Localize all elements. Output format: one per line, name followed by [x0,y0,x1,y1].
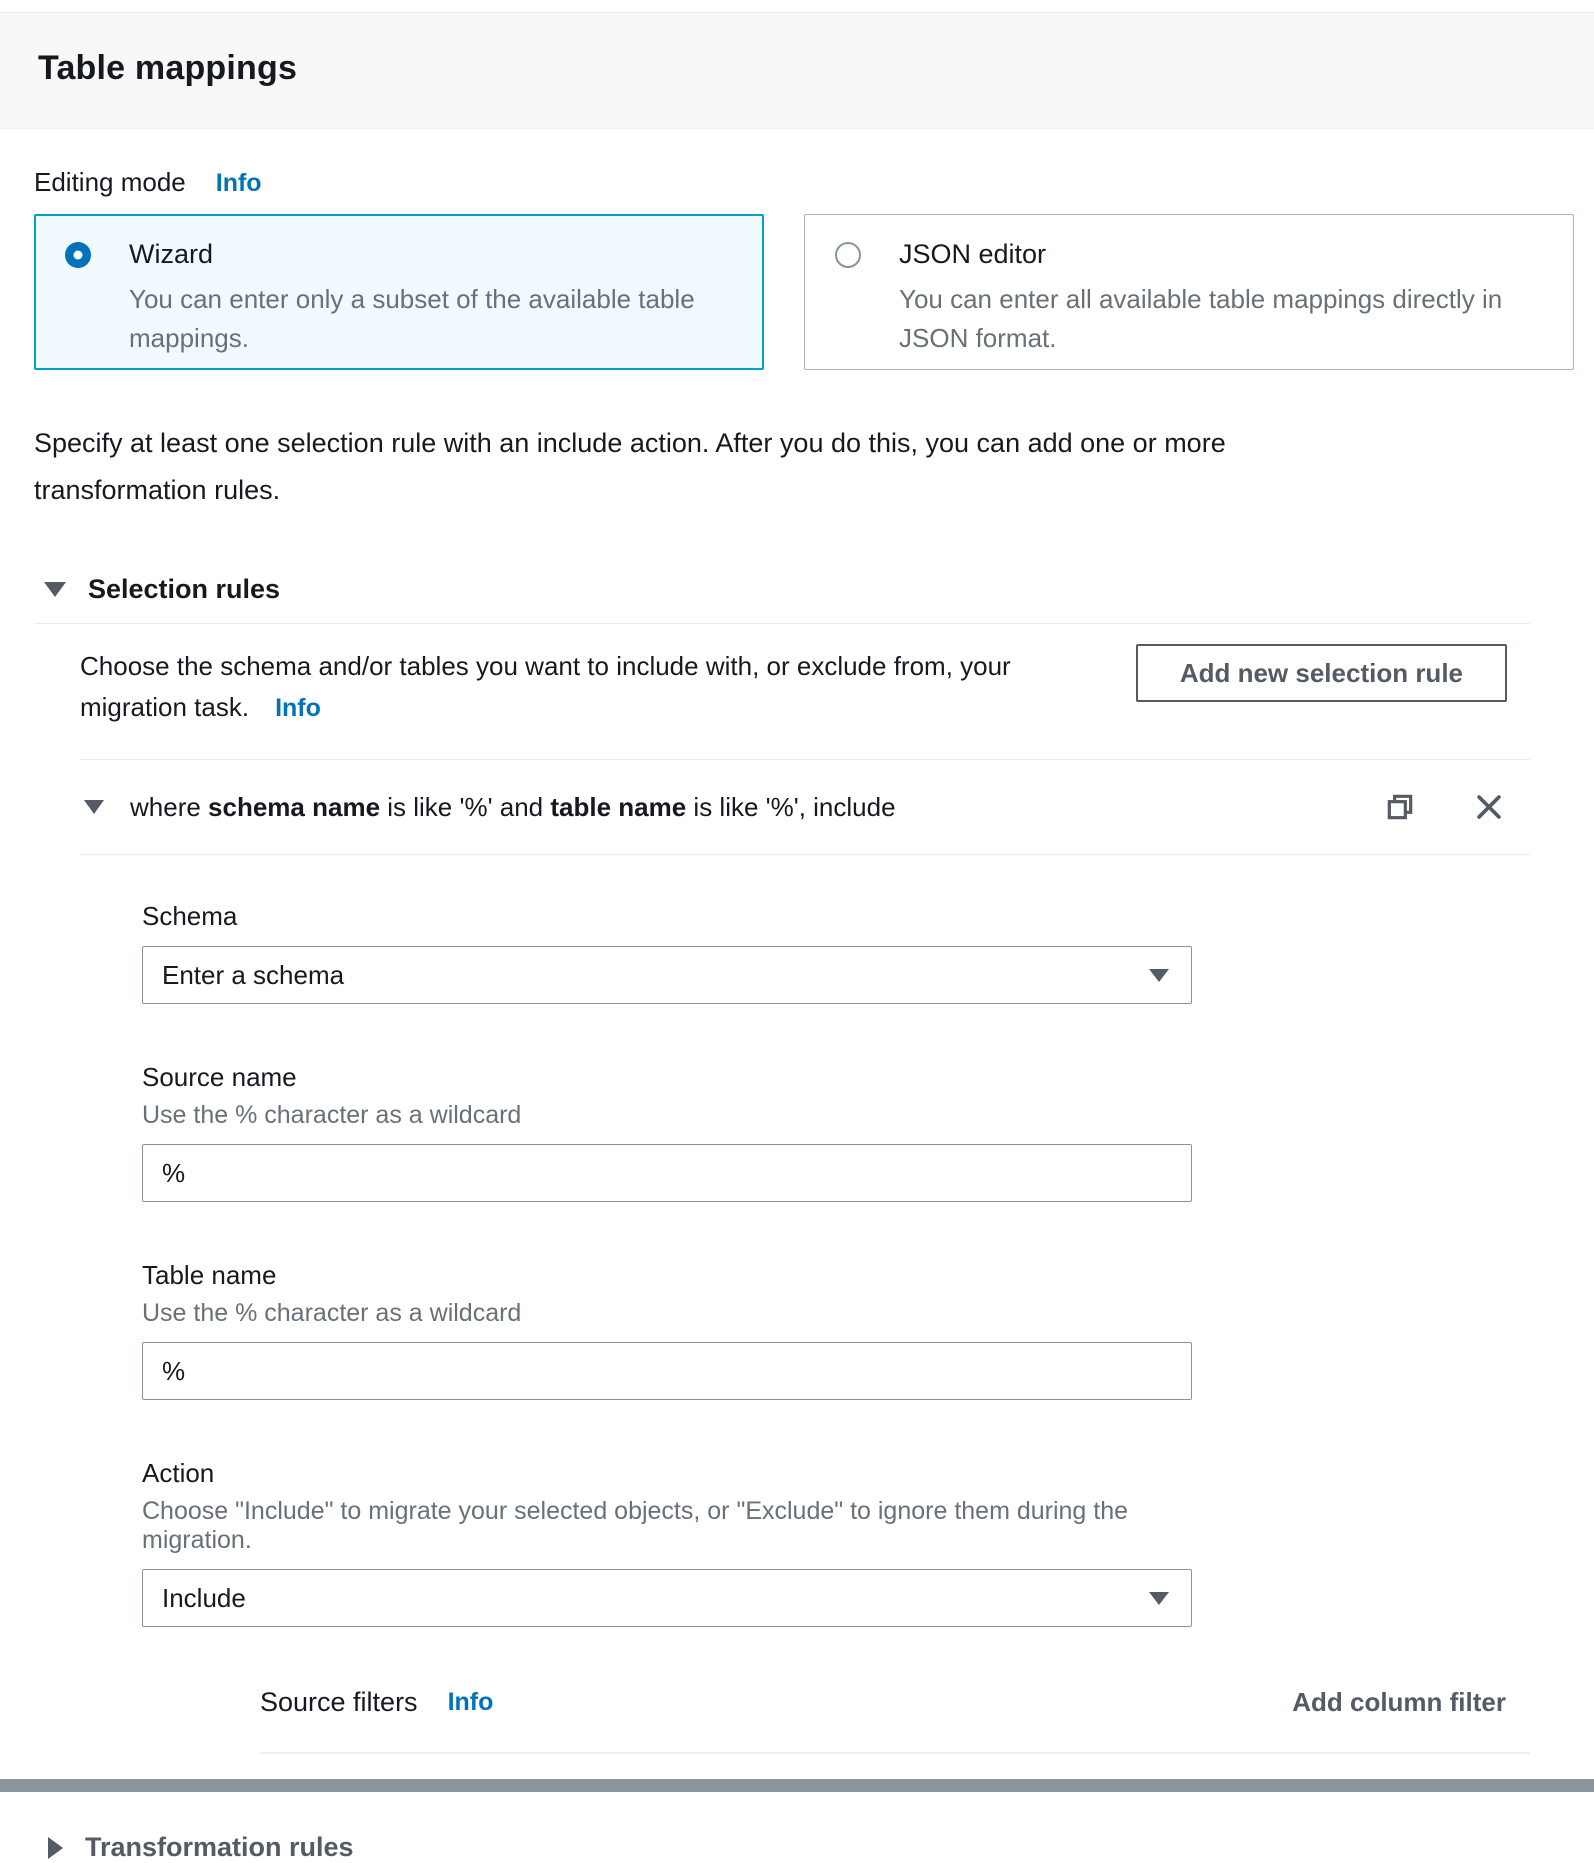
chevron-right-icon [48,1837,63,1859]
transformation-rules-title: Transformation rules [85,1832,354,1862]
close-icon [1472,790,1506,824]
source-filters-label: Source filters [260,1687,418,1717]
selection-rules-toolbar [34,624,1530,759]
table-name-label: Table name [142,1260,277,1290]
add-column-filter-button[interactable]: Add column filter [1292,1687,1530,1718]
intro-text: Specify at least one selection rule with an include action. After you do this, you can add one or more transformation rules. [34,428,1226,505]
action-constraint: Choose "Include" to migrate your selected objects, or "Exclude" to ignore them during the migration. [142,1497,1129,1554]
transformation-rules-header[interactable] [34,1832,1530,1863]
page-title: Table mappings [38,49,298,87]
action-select-value: Include [162,1582,246,1613]
table-name-constraint: Use the % character as a wildcard [142,1299,522,1327]
rule-summary-prefix: where [130,791,209,822]
tile-wizard[interactable] [34,214,764,370]
tile-json-editor-description: You can enter all available table mappings directly in JSON format. [899,284,1503,353]
source-name-label: Source name [142,1062,297,1092]
source-name-constraint: Use the % character as a wildcard [142,1101,522,1129]
source-name-input[interactable] [142,1144,1192,1202]
action-label: Action [142,1458,215,1488]
schema-select-value: Enter a schema [162,959,345,990]
radio-wizard-icon[interactable] [65,242,91,268]
table-mappings-panel [0,167,1594,1863]
selection-rule-row [34,760,1530,854]
tile-json-editor-label: JSON editor [899,239,1047,269]
rule-summary-mid: is like '%' and [380,791,551,822]
chevron-down-icon [44,582,66,597]
editing-mode-tiles [34,214,1530,370]
chevron-down-icon [1149,1592,1169,1605]
selection-rules-description-text: Choose the schema and/or tables you want to include with, or exclude from, your migration task. [80,651,1011,722]
action-select[interactable] [142,1569,1192,1627]
rule-chevron-down-icon[interactable] [84,800,104,814]
selection-rules-header[interactable] [34,574,1530,605]
delete-rule-button[interactable] [1472,790,1506,824]
editing-mode-label: Editing mode [34,167,186,197]
editing-mode-info-link[interactable]: Info [215,169,262,197]
selection-rule-form [142,901,1192,1627]
table-name-input[interactable] [142,1342,1192,1400]
source-filters-info-link[interactable]: Info [447,1688,494,1716]
copy-icon [1384,791,1416,823]
selection-rules-info-link[interactable]: Info [275,694,321,722]
chevron-down-icon [1149,969,1169,982]
tile-wizard-label: Wizard [129,239,214,269]
rule-summary [130,792,896,823]
rule-summary-table: table name [550,791,687,822]
horizontal-scrollbar[interactable] [0,1779,1594,1792]
tile-wizard-description: You can enter only a subset of the available table mappings. [129,284,695,353]
editing-mode-row [34,167,1530,198]
copy-rule-button[interactable] [1384,791,1416,823]
divider [80,854,1530,855]
section-header-band [0,12,1594,129]
tile-json-editor[interactable] [804,214,1574,370]
selection-rules-title: Selection rules [88,574,281,604]
selection-rules-description [80,646,1080,729]
rule-summary-schema: schema name [208,791,381,822]
source-filters-row [260,1687,1530,1718]
schema-select[interactable] [142,946,1192,1004]
schema-label: Schema [142,901,238,931]
add-new-selection-rule-button[interactable]: Add new selection rule [1136,644,1507,702]
rule-summary-suffix: is like '%', include [686,791,896,822]
radio-json-editor-icon[interactable] [835,242,861,268]
divider [260,1752,1530,1754]
